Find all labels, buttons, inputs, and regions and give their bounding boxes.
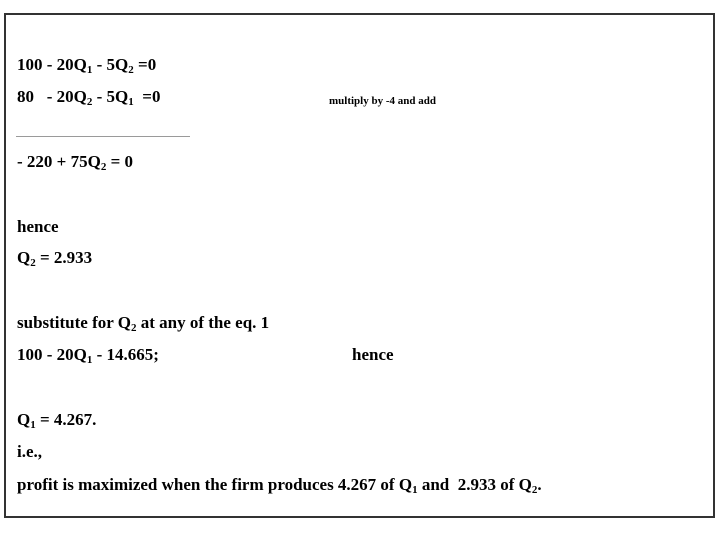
q1-solution: $Q_1 = 4.267$. (17, 410, 97, 431)
combined-equation: - $220 + 75Q_2 = 0$ (17, 152, 134, 173)
multiply-note: multiply by -4 and add (329, 95, 436, 107)
equation-1: $100 - 20Q_1 - 5Q_2 =0$ (17, 55, 157, 76)
ie-label: i.e., (17, 442, 43, 461)
hence-label-2: hence (352, 345, 394, 364)
conclusion-text: profit is maximized when the firm produces 4.267 of $Q_1$ and 2.933 of $Q_2$. (17, 475, 542, 496)
q2-solution: $Q_2 = 2.933$ (17, 248, 93, 269)
hence-label-1: hence (17, 217, 59, 236)
substitute-instruction: substitute for $Q_2$ at any of the eq. 1 (17, 313, 270, 334)
sum-rule (16, 136, 190, 137)
equation-2: $80 - 20Q_2 - 5Q_1 =0$ (17, 87, 161, 108)
substituted-equation: $100 - 20Q_1 - 14.665$; (17, 345, 159, 366)
